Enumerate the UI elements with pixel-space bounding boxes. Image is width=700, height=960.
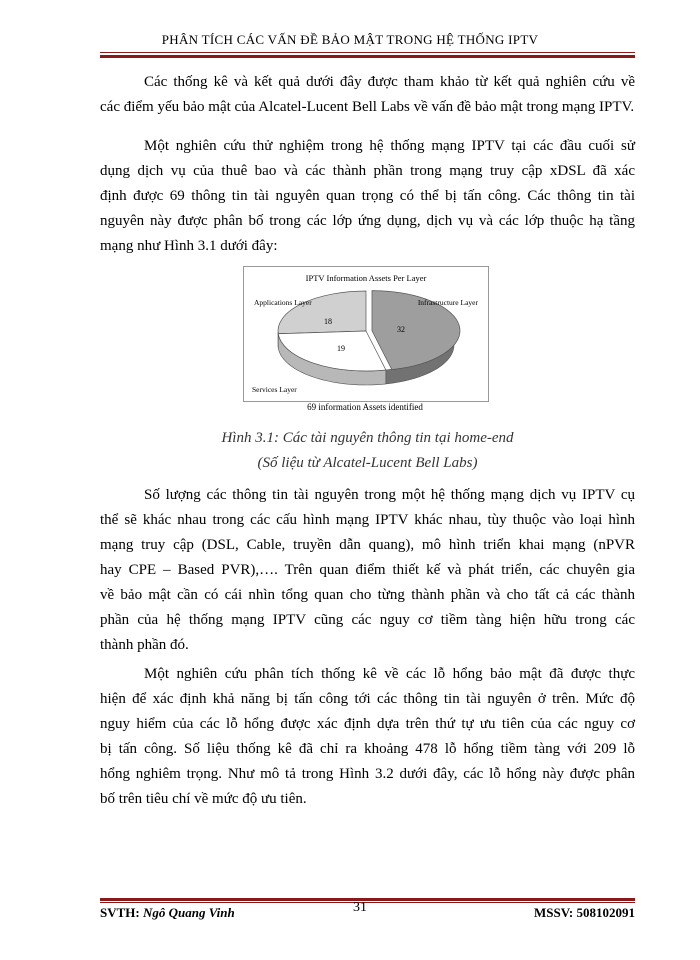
footer-student [100,905,235,921]
legend-infrastructure-layer: Infrastructure Layer [417,298,478,307]
data-label-infrastructure: 32 [397,325,405,334]
text-line: mạng như Hình 3.1 dưới đây: [100,238,278,254]
pie-chart [244,267,488,401]
text-line: nguy hiểm của các lỗ hổng được xác định dựa trên thứ tự ưu tiên của các nguy cơ [100,716,635,732]
text-line: Một nghiên cứu phân tích thống kê về các lỗ hổng bảo mật đã được thực [144,666,635,682]
figure-caption: Hình 3.1: Các tài nguyên thông tin tại home-end [221,430,514,446]
footer-label: SVTH: [100,905,140,920]
text-line: nguyên này được phân bố trong các lớp ứng dụng, dịch vụ và các lớp thuộc hạ tầng [100,213,635,229]
student-name: Ngô Quang Vinh [142,905,235,920]
paragraph-3 [100,483,635,658]
paragraph-1 [100,70,635,120]
text-line: hay CPE – Based PVR),…. Trên quan điểm thiết kế và phát triển, các chuyên gia [100,562,635,578]
text-line: bị tấn công. Số liệu thống kê đã chỉ ra khoảng 478 lỗ hổng tiềm tàng với 209 lỗ [100,741,635,757]
header-rule-thick [100,55,635,58]
legend-applications-layer: Applications Layer [254,298,312,307]
text-line: phần của hệ thống mạng IPTV cũng các nguy cơ tiềm tàng hiện hữu trong các [100,612,635,628]
text-line: thể sẽ khác nhau trong các cấu hình mạng IPTV khác nhau, tùy thuộc vào loại hình [100,512,635,528]
header-rule-thin [100,52,635,53]
text-line: Các thống kê và kết quả dưới đây được tham khảo từ kết quả nghiên cứu về [144,74,635,90]
text-line: bố trên tiêu chí về mức độ ưu tiên. [100,791,307,807]
page-number: 31 [353,900,367,915]
paragraph-4 [100,662,635,812]
student-id: MSSV: 508102091 [533,905,635,920]
data-label-applications: 18 [324,317,332,326]
text-line: hiện để xác định khả năng bị tấn công tới các thông tin tài nguyên ở trên. Mức độ [100,691,635,707]
chart-title: IPTV Information Assets Per Layer [305,273,427,283]
text-line: các điểm yếu bảo mật của Alcatel-Lucent Bell Labs về vấn đề bảo mật trong mạng IPTV. [100,99,635,115]
paragraph-2 [100,134,635,259]
text-line: về bảo mật cần có cái nhìn tổng quan cho từng thành phần và cho tất cả các thành [100,587,635,603]
text-line: hổng nghiêm trọng. Như mô tả trong Hình 3.2 dưới đây, các lỗ hổng này được phân [100,766,635,782]
pie-chart-figure [243,266,489,402]
data-label-services: 19 [337,344,345,353]
header-title: PHÂN TÍCH CÁC VẤN ĐỀ BẢO MẬT TRONG HỆ THỐNG IPTV [161,32,539,47]
chart-footnote: 69 information Assets identified [307,402,423,412]
text-line: định được 69 thông tin tài nguyên quan trọng có thể bị tấn công. Các thông tin tài [100,188,635,204]
text-line: Số lượng các thông tin tài nguyên trong một hệ thống mạng dịch vụ IPTV cụ [144,487,635,503]
legend-services-layer: Services Layer [252,385,297,394]
text-line: Một nghiên cứu thử nghiệm trong hệ thống mạng IPTV tại các đầu cuối sử [144,138,635,154]
text-line: mạng truy cập (DSL, Cable, truyền dẫn quang), mô hình triển khai mạng (nPVR [100,537,635,553]
text-line: dụng dịch vụ của thuê bao và các thành phần trong mạng truy cập xDSL đã xác [100,163,635,179]
figure-source: (Số liệu từ Alcatel-Lucent Bell Labs) [257,455,478,471]
text-line: thành phần đó. [100,637,189,653]
